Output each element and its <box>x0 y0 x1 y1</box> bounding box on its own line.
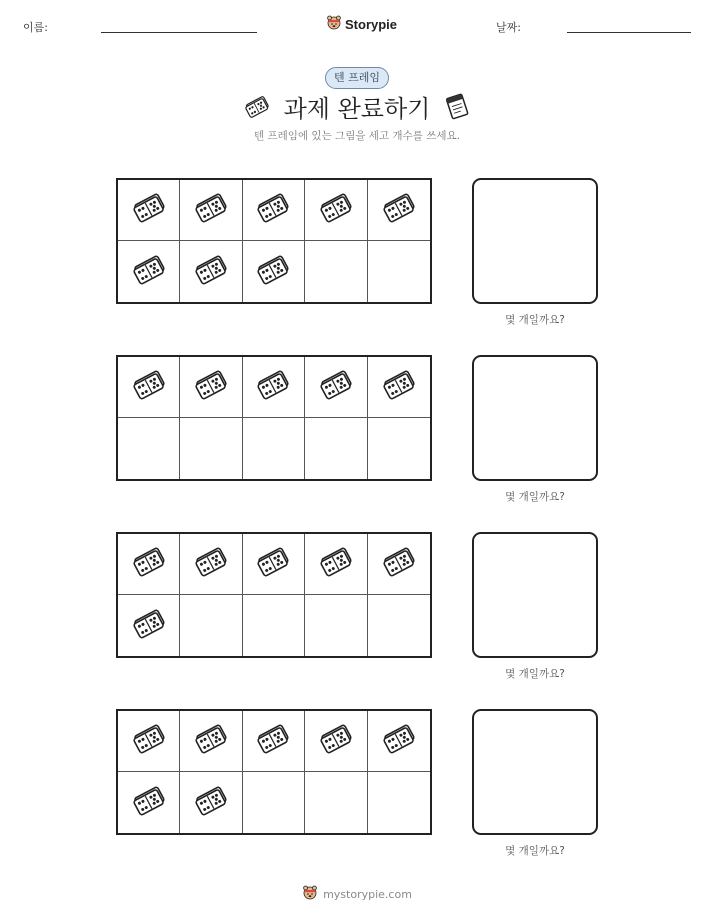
frame-cell <box>368 241 430 302</box>
frame-cell <box>118 180 180 241</box>
domino-icon <box>253 542 293 586</box>
footer <box>0 884 714 904</box>
frame-cell <box>243 772 305 833</box>
answer-box[interactable] <box>472 532 598 658</box>
frame-cell <box>118 772 180 833</box>
answer-box[interactable] <box>472 178 598 304</box>
frame-cell <box>368 418 430 479</box>
date-line[interactable] <box>567 32 691 33</box>
question-prompt: 몇 개일까요? <box>505 314 565 326</box>
frame-cell <box>243 711 305 772</box>
frame-cell <box>180 534 242 595</box>
frame-cell <box>305 357 367 418</box>
domino-icon <box>129 719 169 763</box>
question-prompt: 몇 개일까요? <box>505 491 565 503</box>
domino-icon <box>379 188 419 232</box>
domino-icon <box>316 542 356 586</box>
frame-cell <box>305 595 367 656</box>
domino-icon <box>316 188 356 232</box>
frame-cell <box>118 711 180 772</box>
date-label: 날짜: <box>496 21 521 34</box>
frame-cell <box>368 711 430 772</box>
name-label: 이름: <box>23 21 48 34</box>
frame-cell <box>180 711 242 772</box>
ten-frame <box>116 709 432 835</box>
answer-box[interactable] <box>472 709 598 835</box>
domino-icon <box>129 188 169 232</box>
frame-cell <box>118 357 180 418</box>
topic-badge: 텐 프레임 <box>325 67 389 89</box>
storypie-bear-logo-icon <box>326 14 342 34</box>
frame-cell <box>243 241 305 302</box>
frame-cell <box>118 418 180 479</box>
frame-cell <box>180 241 242 302</box>
frame-cell <box>368 595 430 656</box>
frame-cell <box>243 418 305 479</box>
frame-cell <box>305 711 367 772</box>
frame-cell <box>305 772 367 833</box>
domino-icon <box>253 365 293 409</box>
domino-icon <box>129 365 169 409</box>
frame-cell <box>305 418 367 479</box>
page-title: 과제 완료하기 <box>283 95 431 123</box>
domino-icon <box>379 542 419 586</box>
frame-cell <box>243 595 305 656</box>
name-line[interactable] <box>101 32 257 33</box>
brand-name: Storypie <box>345 16 398 32</box>
domino-icon <box>191 250 231 294</box>
question-prompt: 몇 개일까요? <box>505 845 565 857</box>
brand-logo <box>326 14 397 34</box>
storypie-bear-logo-icon <box>302 884 318 904</box>
ten-frame <box>116 355 432 481</box>
domino-icon <box>316 365 356 409</box>
frame-cell <box>368 534 430 595</box>
frame-cell <box>243 357 305 418</box>
domino-icon <box>191 365 231 409</box>
domino-icon <box>129 250 169 294</box>
domino-icon <box>191 542 231 586</box>
domino-icon <box>253 188 293 232</box>
answer-box[interactable] <box>472 355 598 481</box>
domino-icon <box>379 365 419 409</box>
domino-icon <box>316 719 356 763</box>
frame-cell <box>180 357 242 418</box>
domino-icon <box>191 781 231 825</box>
frame-cell <box>180 180 242 241</box>
domino-icon <box>253 719 293 763</box>
frame-cell <box>180 772 242 833</box>
frame-cell <box>243 534 305 595</box>
domino-icon <box>129 781 169 825</box>
footer-url: mystorypie.com <box>323 887 412 901</box>
frame-cell <box>118 595 180 656</box>
frame-cell <box>305 241 367 302</box>
frame-cell <box>180 595 242 656</box>
frame-cell <box>180 418 242 479</box>
frame-cell <box>368 357 430 418</box>
frame-cell <box>243 180 305 241</box>
frame-cell <box>305 180 367 241</box>
domino-icon <box>129 604 169 648</box>
ten-frame <box>116 532 432 658</box>
instructions: 텐 프레임에 있는 그림을 세고 개수를 쓰세요. <box>254 130 460 142</box>
frame-cell <box>368 772 430 833</box>
domino-icon <box>253 250 293 294</box>
domino-icon <box>191 188 231 232</box>
frame-cell <box>305 534 367 595</box>
ten-frame <box>116 178 432 304</box>
notepad-icon <box>441 90 473 126</box>
domino-icon <box>191 719 231 763</box>
frame-cell <box>118 241 180 302</box>
frame-cell <box>368 180 430 241</box>
domino-icon <box>129 542 169 586</box>
domino-icon <box>379 719 419 763</box>
frame-cell <box>118 534 180 595</box>
question-prompt: 몇 개일까요? <box>505 668 565 680</box>
